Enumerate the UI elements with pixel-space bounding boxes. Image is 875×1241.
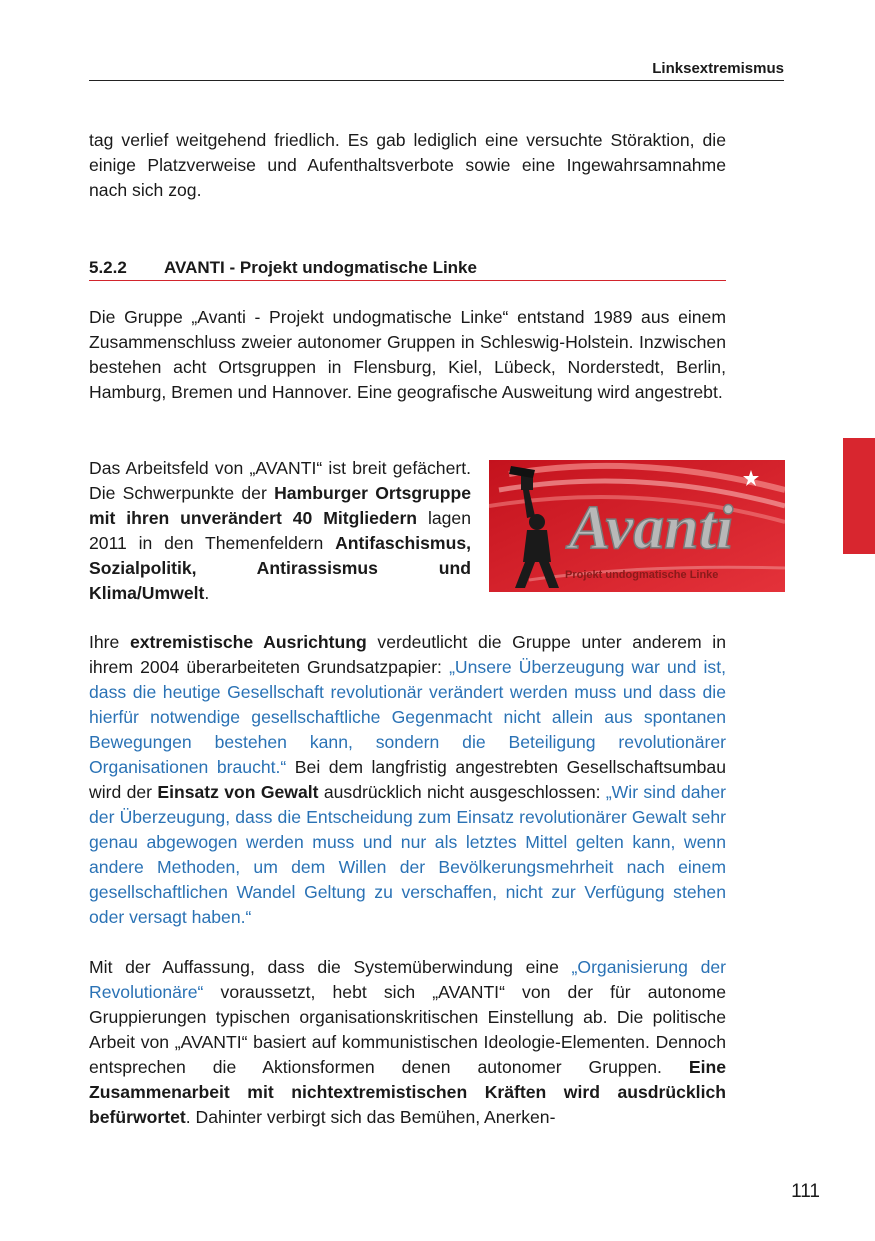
section-title: AVANTI - Projekt undogmatische Linke	[164, 258, 477, 277]
quote-principles: „Unsere Überzeugung war und ist, dass die heutige Gesellschaft revolutionär verändert werden muss und dass die hierfür notwendige gesellschaftliche Gegenmacht nicht allein aus spontanen Bewegungen bestehen kann, sondern die Beteiligung revolutionärer Organisationen braucht.“	[89, 657, 726, 777]
avanti-logo-image	[489, 460, 785, 592]
paragraph-work: Das Arbeitsfeld von „AVANTI“ ist breit gefächert. Die Schwerpunkte der Hamburger Ortsgruppe mit ihren unverändert 40 Mitgliedern lagen 2011 in den Themenfeldern Antifaschismus, Sozialpolitik, Antirassismus und Klima/Umwelt.	[89, 458, 472, 603]
paragraph-intro: tag verlief weitgehend friedlich. Es gab lediglich eine versuchte Störaktion, die einige Platzverweise und Aufenthaltsverbote sowie eine Ingewahrsamnahme nach sich zog.	[89, 130, 726, 200]
section-number: 5.2.2	[89, 258, 127, 277]
section-heading	[89, 256, 726, 281]
paragraph-orientation: Ihre extremistische Ausrichtung verdeutlicht die Gruppe unter anderem in ihrem 2004 überarbeiteten Grundsatzpapier: „Unsere Überzeugung war und ist, dass die heutige Gesellschaft revolutionär verändert werden muss und dass die hierfür notwendige gesellschaftliche Gegenmacht nicht allein aus spontanen Bewegungen bestehen kann, sondern die Beteiligung revolutionärer Organisationen braucht.“ Bei dem langfristig angestrebten Gesellschaftsumbau wird der Einsatz von Gewalt ausdrücklich nicht ausgeschlossen: „Wir sind daher der Überzeugung, dass die Entscheidung zum Einsatz revolutionärer Gewalt sehr genau abgewogen werden muss und nur als letztes Mittel gelten kann, wenn andere Methoden, um dem Willen der Bevölkerungsmehrheit nach einem gesellschaftlichen Wandel Geltung zu verschaffen, nicht zur Verfügung stehen oder versagt haben.“	[89, 632, 726, 927]
paragraph-founding: Die Gruppe „Avanti - Projekt undogmatische Linke“ entstand 1989 aus einem Zusammenschluss zweier autonomer Gruppen in Schleswig-Holstein. Inzwischen bestehen acht Ortsgruppen in Flensburg, Kiel, Lübeck, Norderstedt, Berlin, Hamburg, Bremen und Hannover. Eine geografische Ausweitung wird angestrebt.	[89, 307, 726, 402]
paragraph-system: Mit der Auffassung, dass die Systemüberwindung eine „Organisierung der Revolutionäre“ voraussetzt, hebt sich „AVANTI“ von der für autonome Gruppierungen typischen organisationskritischen Einstellung ab. Die politische Arbeit von „AVANTI“ basiert auf kommunistischen Ideologie-Elementen. Dennoch entsprechen die Aktionsformen denen autonomer Gruppen. Eine Zusammenarbeit mit nichtextremistischen Kräften wird ausdrücklich befürwortet. Dahinter verbirgt sich das Bemühen, Anerken-	[89, 957, 727, 1127]
logo-tagline: Projekt undogmatische Linke	[565, 569, 719, 581]
quote-violence: „Wir sind daher der Überzeugung, dass die Entscheidung zum Einsatz revolutionärer Gewalt sehr genau abgewogen werden muss und nur als letztes Mittel gelten kann, wenn andere Methoden, um dem Willen der Bevölkerungsmehrheit nach einem gesellschaftlichen Wandel Geltung zu verschaffen, nicht zur Verfügung stehen oder versagt haben.“	[89, 782, 726, 927]
page-number: 111	[791, 1181, 820, 1202]
logo-wordmark: Avanti	[569, 494, 734, 562]
chapter-tab-marker	[843, 438, 875, 554]
quote-organisation: „Organisierung der Revolutionäre“	[89, 957, 727, 1002]
running-head: Linksextremismus	[89, 60, 784, 81]
